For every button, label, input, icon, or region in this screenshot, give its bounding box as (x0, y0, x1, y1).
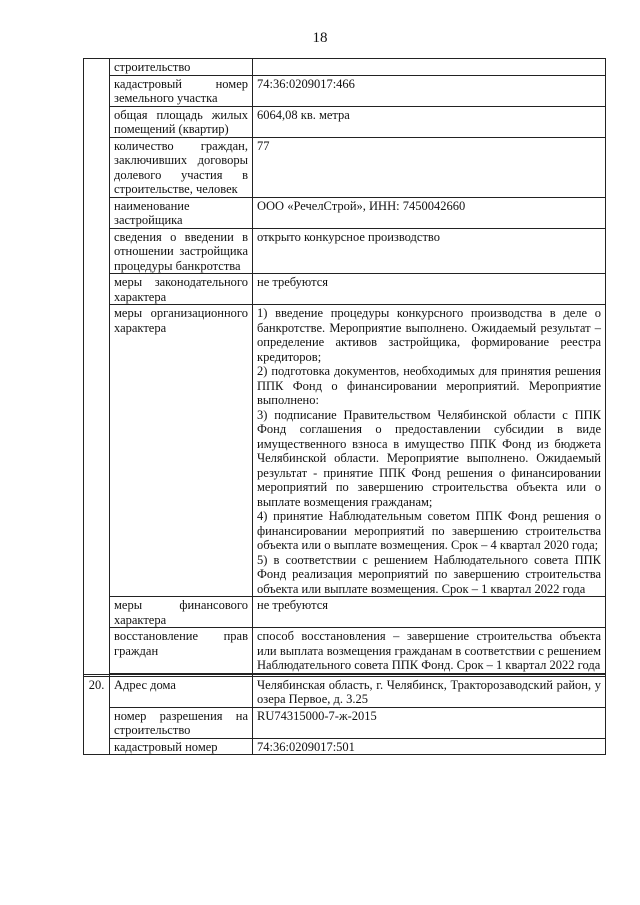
table-row (84, 106, 606, 137)
table-row (84, 305, 606, 597)
table-row (84, 738, 606, 755)
row-label: строительство (110, 59, 253, 76)
measure-item: 4) принятие Наблюдательным советом ППК Фонд решения о финансировании мероприятий по завершению строительства объекта или о выплате возмещения. Срок – 4 квартал 2020 года; (257, 509, 601, 552)
row-value: открыто конкурсное производство (253, 228, 606, 274)
row-value: не требуются (253, 597, 606, 628)
row-value: 74:36:0209017:501 (253, 738, 606, 755)
row-label: восстановление прав граждан (110, 628, 253, 674)
table-row (84, 59, 606, 76)
table-row (84, 197, 606, 228)
table-row (84, 228, 606, 274)
row-value: Челябинская область, г. Челябинск, Тракторозаводский район, у озера Первое, д. 3.25 (253, 676, 606, 707)
row-value: 74:36:0209017:466 (253, 75, 606, 106)
row-value: RU74315000-7-ж-2015 (253, 707, 606, 738)
row-number-cell (84, 59, 110, 675)
row-label: сведения о введении в отношении застройщика процедуры банкротства (110, 228, 253, 274)
table-row (84, 707, 606, 738)
row-label: меры законодательного характера (110, 274, 253, 305)
table-row (84, 628, 606, 674)
organizational-measures-cell (253, 305, 606, 597)
row-value: не требуются (253, 274, 606, 305)
row-label: меры финансового характера (110, 597, 253, 628)
row-value (253, 59, 606, 76)
row-label: кадастровый номер (110, 738, 253, 755)
row-label: меры организационного характера (110, 305, 253, 597)
entry-number: 20. (84, 676, 110, 755)
row-label: наименование застройщика (110, 197, 253, 228)
measure-item: 5) в соответствии с решением Наблюдательного совета ППК Фонд реализация мероприятий по завершению строительства объекта или выплате возмещения. Срок – 1 квартал 2022 года (257, 552, 601, 596)
measure-item: 2) подготовка документов, необходимых для принятия решения ППК Фонд о финансировании мероприятий. Мероприятие выполнено: (257, 364, 601, 407)
row-value: 6064,08 кв. метра (253, 106, 606, 137)
table-row (84, 597, 606, 628)
row-label: Адрес дома (110, 676, 253, 707)
row-label: общая площадь жилых помещений (квартир) (110, 106, 253, 137)
page-number: 18 (312, 30, 328, 46)
housing-table (83, 58, 606, 755)
measure-item: 3) подписание Правительством Челябинской области с ППК Фонд соглашения о предоставлении субсидии в виде имущественного взноса в имущество ППК Фонд из бюджета Челябинской области. Мероприятие выполнено. Ожидаемый результат - принятие ППК Фонд решения о финансировании мероприятий по завершению строительства объекта или о выплате возмещения гражданам; (257, 407, 601, 509)
row-label: количество граждан, заключивших договоры долевого участия в строительстве, человек (110, 137, 253, 197)
row-label: номер разрешения на строительство (110, 707, 253, 738)
measure-item: 1) введение процедуры конкурсного производства в деле о банкротстве. Мероприятие выполнено. Ожидаемый результат – определение активов застройщика, формирование реестра кредиторов; (257, 306, 601, 364)
row-label: кадастровый номер земельного участка (110, 75, 253, 106)
row-value: ООО «РечелСтрой», ИНН: 7450042660 (253, 197, 606, 228)
table-row (84, 75, 606, 106)
row-value: 77 (253, 137, 606, 197)
table-row (84, 137, 606, 197)
row-value: способ восстановления – завершение строительства объекта или выплата возмещения гражданам в соответствии с решением Наблюдательного совета ППК Фонд. Срок – 1 квартал 2022 года (253, 628, 606, 674)
table-row (84, 274, 606, 305)
table-row (84, 676, 606, 707)
